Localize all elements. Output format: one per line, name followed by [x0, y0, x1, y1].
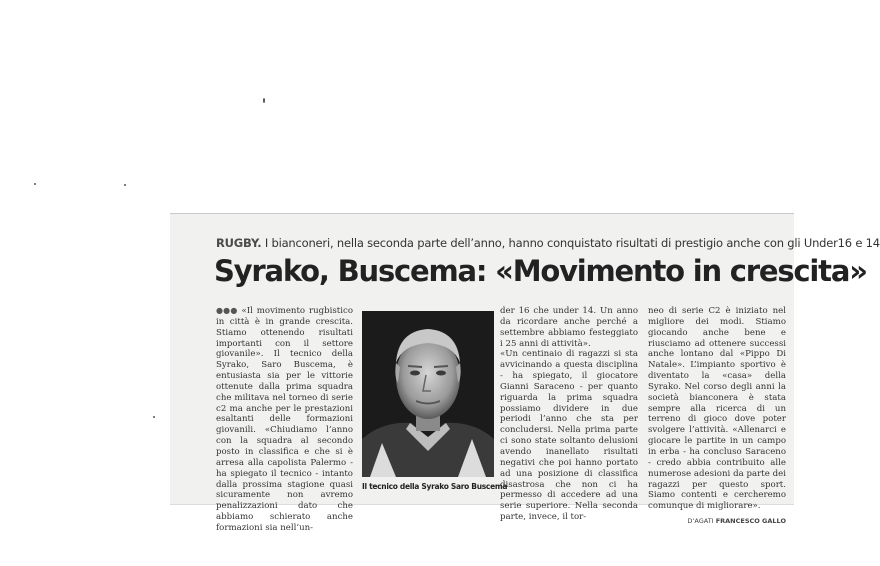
article-byline: [648, 516, 786, 527]
article-column-1: [216, 306, 353, 534]
column-1-text: «Il movimento rugbistico in città è in grande crescita. Stiamo ottenendo risultati importanti con il settore giovanile». Il tecnico della Syrako, Saro Buscema, è entusiasta sia per le vittorie ottenute dalla prima squadra che militava nel torneo di serie c2 ma anche per le prestazioni esaltanti delle formazioni giovanili. «Chiudiamo l’anno con la squadra al secondo posto in classifica e che si è arresa alla capolista Palermo - ha spiegato il tecnico - intanto dalla prossima stagione quasi sicuramente non avremo penalizzazioni dato che abbiamo schierato anche formazioni sia nell’un-: [216, 306, 353, 533]
article-headline: Syrako, Buscema: «Movimento in crescita»: [214, 254, 867, 288]
byline-prefix: D’AGATI: [687, 517, 714, 526]
scan-speck: [124, 184, 126, 186]
newspaper-clipping: [170, 213, 880, 533]
coach-portrait-image: [362, 311, 494, 477]
photo-caption: Il tecnico della Syrako Saro Buscema: [362, 482, 508, 491]
overline-text: I bianconeri, nella seconda parte dell’anno, hanno conquistato risultati di prestigio anche con gli Under16 e 14: [261, 236, 880, 250]
scan-speck: [153, 416, 155, 418]
column-3-paragraph-1: der 16 che under 14. Un anno da ricordare anche perché a settembre abbiamo festeggiato i 25 anni di attività».: [500, 306, 638, 349]
article-overline: [216, 236, 880, 250]
article-column-3: [500, 306, 638, 523]
coach-photo: [362, 311, 494, 477]
byline-author: FRANCESCO GALLO: [715, 517, 786, 526]
scan-speck: [263, 98, 265, 103]
column-4-text: neo di serie C2 è iniziato nel migliore dei modi. Stiamo giocando anche bene e riusciamo ad ottenere successi anche lontano dal «Pippo Di Natale». L’impianto sportivo è diventato la «casa» della Syrako. Nel corso degli anni la società bianconera è stata sempre alla ricerca di un terreno di gioco dove poter svolgere l’attività. «Allenarci e giocare le partite in un campo in erba - ha concluso Saraceno - credo abbia contribuito alle numerose adesioni da parte dei ragazzi per questo sport. Siamo contenti e cercheremo comunque di migliorare».: [648, 306, 786, 512]
scan-speck: [34, 183, 36, 185]
column-3-paragraph-2: «Un centinaio di ragazzi si sta avvicinando a questa disciplina - ha spiegato, il giocatore Gianni Saraceno - per quanto riguarda la prima squadra possiamo dividere in due periodi l’anno che sta per concludersi. Nella prima parte ci sono state soltanto delusioni avendo inanellato risultati negativi che poi hanno portato ad una posizione di classifica disastrosa che non ci ha permesso di accedere ad una serie superiore. Nella seconda parte, invece, il tor-: [500, 349, 638, 523]
lead-marker: ●●●: [216, 306, 238, 315]
article-column-4: [648, 306, 786, 527]
section-label: RUGBY.: [216, 236, 262, 250]
